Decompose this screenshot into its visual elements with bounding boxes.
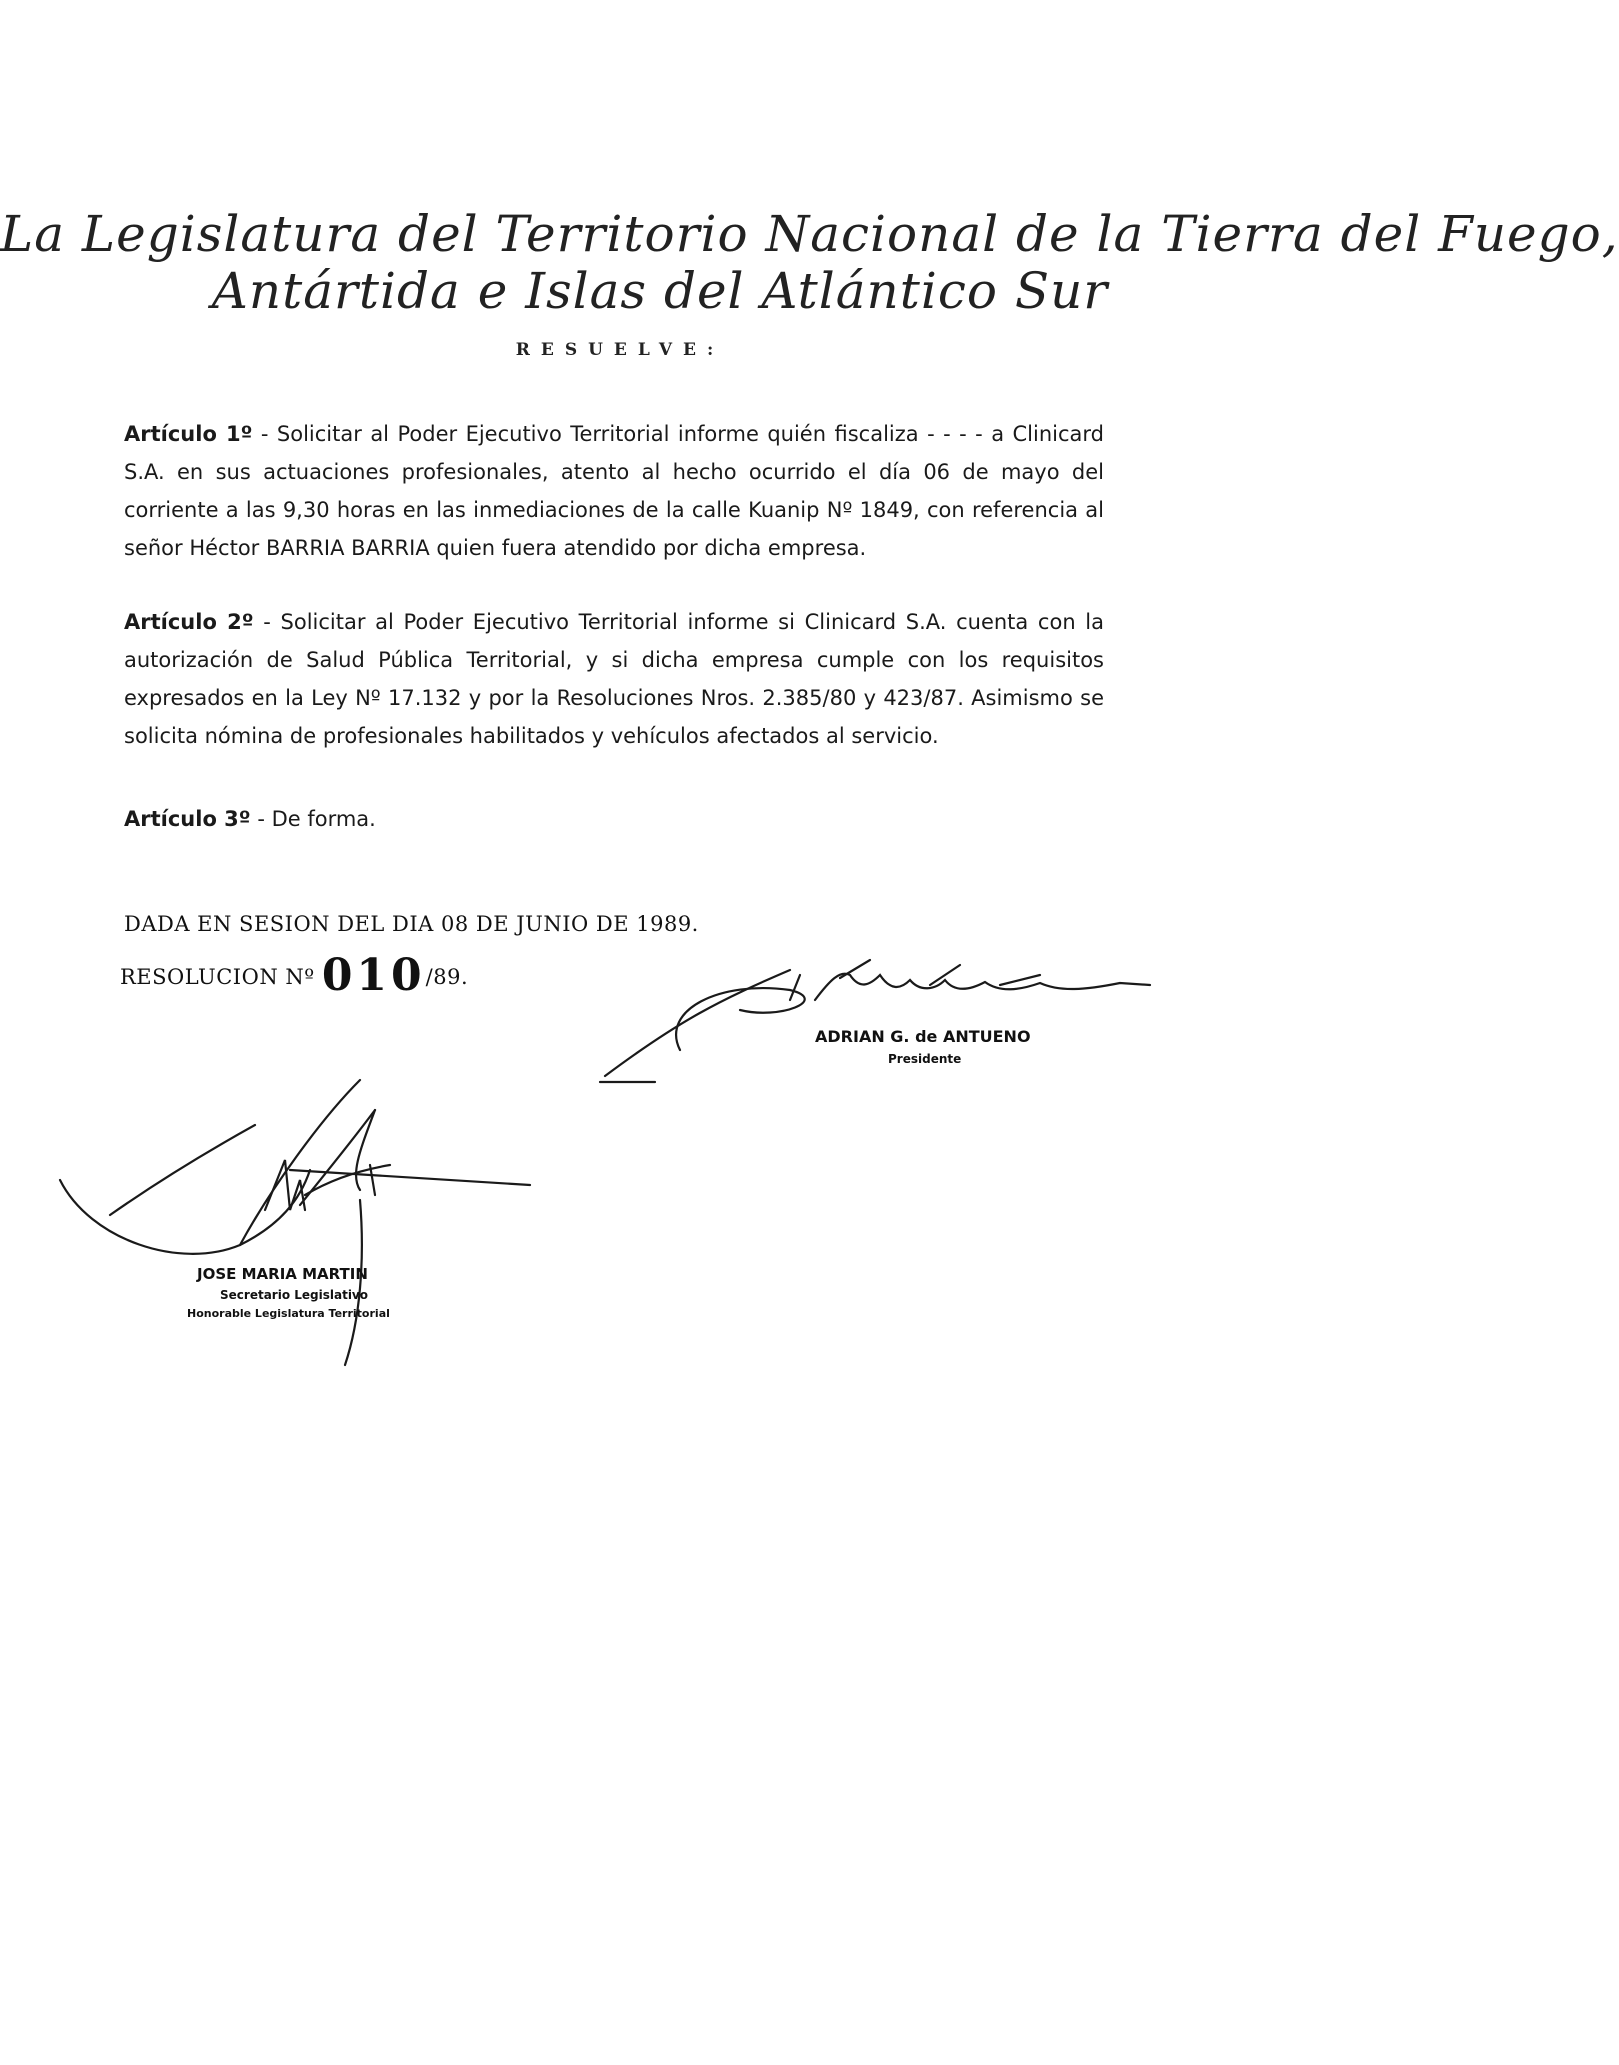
secretary-role: Secretario Legislativo (220, 1288, 368, 1302)
article-1-text: - Solicitar al Poder Ejecutivo Territorial informe quién fiscaliza - - - - a Clinicard S.A. en sus actuaciones profesionales, atento al hecho ocurrido el día 06 de mayo del corriente a las 9,30 horas en las inmediaciones de la calle Kuanip Nº 1849, con referencia al señor Héctor BARRIA BARRIA quien fuera atendido por dicha empresa. (124, 422, 1104, 560)
president-signature (600, 960, 1150, 1082)
secretary-name: JOSE MARIA MARTIN (197, 1265, 368, 1283)
session-date: DADA EN SESION DEL DIA 08 DE JUNIO DE 1989. (124, 912, 699, 936)
article-1-label: Artículo 1º (124, 422, 253, 446)
article-2-text: - Solicitar al Poder Ejecutivo Territorial informe si Clinicard S.A. cuenta con la autorización de Salud Pública Territorial, y si dicha empresa cumple con los requisitos expresados en la Ley Nº 17.132 y por la Resoluciones Nros. 2.385/80 y 423/87. Asimismo se solicita nómina de profesionales habilitados y vehículos afectados al servicio. (124, 610, 1104, 748)
resolution-prefix: RESOLUCION Nº (120, 965, 315, 989)
president-role: Presidente (888, 1052, 962, 1066)
resuelve-heading: RESUELVE: (515, 340, 725, 360)
article-2-label: Artículo 2º (124, 610, 254, 634)
secretary-signature (60, 1080, 530, 1365)
article-3-label: Artículo 3º (124, 807, 251, 831)
article-3-text: - De forma. (250, 807, 376, 831)
resolution-suffix: /89. (425, 965, 469, 989)
letterhead-line-1: La Legislatura del Territorio Nacional de la Tierra del Fuego, (0, 205, 1619, 263)
president-name: ADRIAN G. de ANTUENO (815, 1027, 1031, 1046)
letterhead-line-2: Antártida e Islas del Atlántico Sur (211, 262, 1109, 320)
resolution-number-value: 010 (321, 950, 426, 1001)
secretary-org: Honorable Legislatura Territorial (187, 1307, 390, 1320)
